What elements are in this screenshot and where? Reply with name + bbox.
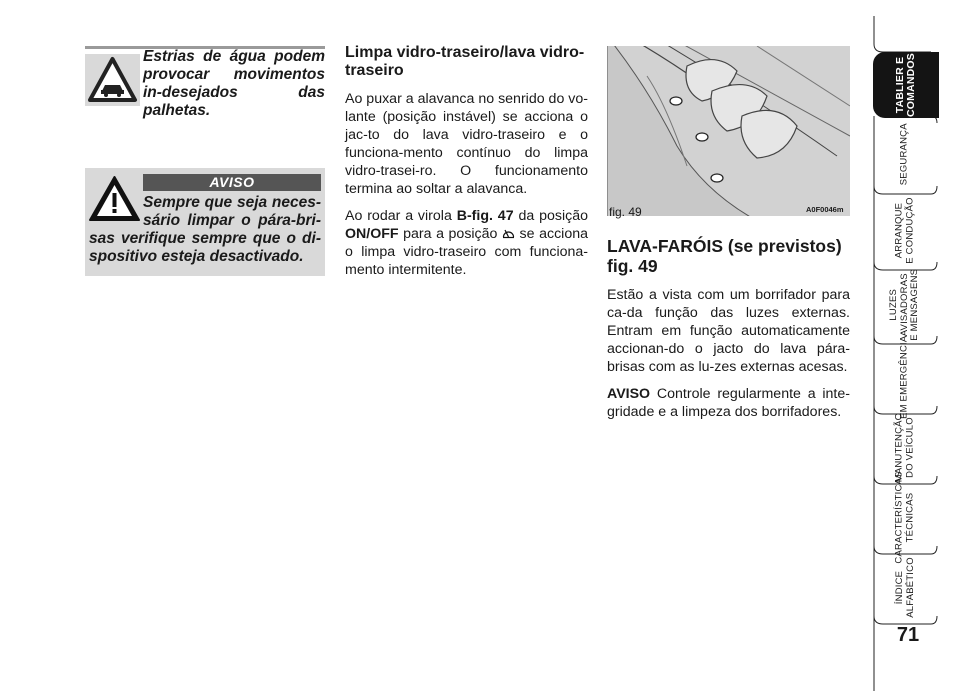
chapter-tabs (871, 16, 941, 676)
paragraph: Ao rodar a virola B-fig. 47 da posição ON/OFF para a posição se acciona o limpa vidro-traseiro com funciona-mento intermitente. (345, 208, 588, 278)
tab-seguranca[interactable]: SEGURANÇA (898, 123, 910, 185)
aviso-inline-label: AVISO (607, 386, 651, 402)
rear-wiper-section (345, 44, 588, 288)
tab-em-emergencia[interactable]: EM EMERGÊNCIA (898, 335, 910, 419)
paragraph: Ao puxar a alavanca no senrido do vo-lante (posição instável) se acciona o jac-to do lava vidro-traseiro e o funciona-mento contínuo do limpa vidro-trasei-ro. O funcionamento termina ao soltar a alavanca. (345, 91, 588, 197)
paragraph: AVISO Controle regularmente a inte-gridade e a limpeza dos borrifadores. (607, 386, 850, 420)
figure-code: A0F0046m (806, 205, 844, 214)
page-number: 71 (896, 624, 920, 646)
section-title: Limpa vidro-traseiro/lava vidro-traseiro (345, 44, 585, 79)
warning-box (85, 46, 325, 126)
figure-caption: fig. 49 (609, 205, 642, 219)
tab-indice[interactable]: ÍNDICE ALFABÉTICO (893, 556, 916, 618)
aviso-text: Sempre que seja neces-sário limpar o pára-bri-sas verifique sempre que o di-spositivo esteja desactivado. (89, 194, 321, 265)
figure-reference: B-fig. 47 (456, 208, 514, 224)
tab-arranque-e-conducao[interactable]: ARRANQUE E CONDUÇÃO (893, 196, 915, 264)
tab-tablier-e-comandos[interactable]: TABLIER E COMANDOS (873, 52, 939, 118)
rear-wiper-icon (502, 226, 515, 242)
figure-image (607, 46, 850, 216)
aviso-label: AVISO (143, 174, 321, 191)
warning-text: Estrias de água podem provocar movimentos in-desejados das palhetas. (143, 48, 325, 119)
aviso-box (85, 168, 325, 276)
tab-manutencao[interactable]: MANUTENÇÃO DO VEÍCULO (893, 412, 915, 482)
section-title: LAVA-FARÓIS (se previstos) fig. 49 (607, 236, 842, 276)
headlamp-washer-section (607, 236, 850, 430)
car-warning-triangle-icon (85, 54, 140, 106)
on-off-label: ON/OFF (345, 226, 399, 242)
tab-luzes-avisadoras[interactable]: LUZES AVISADORAS E MENSAGENS (888, 269, 921, 341)
paragraph: Estão a vista com um borrifador para ca-da função das luzes externas. Entram em função automaticamente accionan-do o jacto do lava pára-brisas com as lu-zes externas acesas. (607, 287, 850, 375)
tab-caracteristicas[interactable]: CARACTERÍSTICAS TÉCNICAS (893, 470, 915, 564)
